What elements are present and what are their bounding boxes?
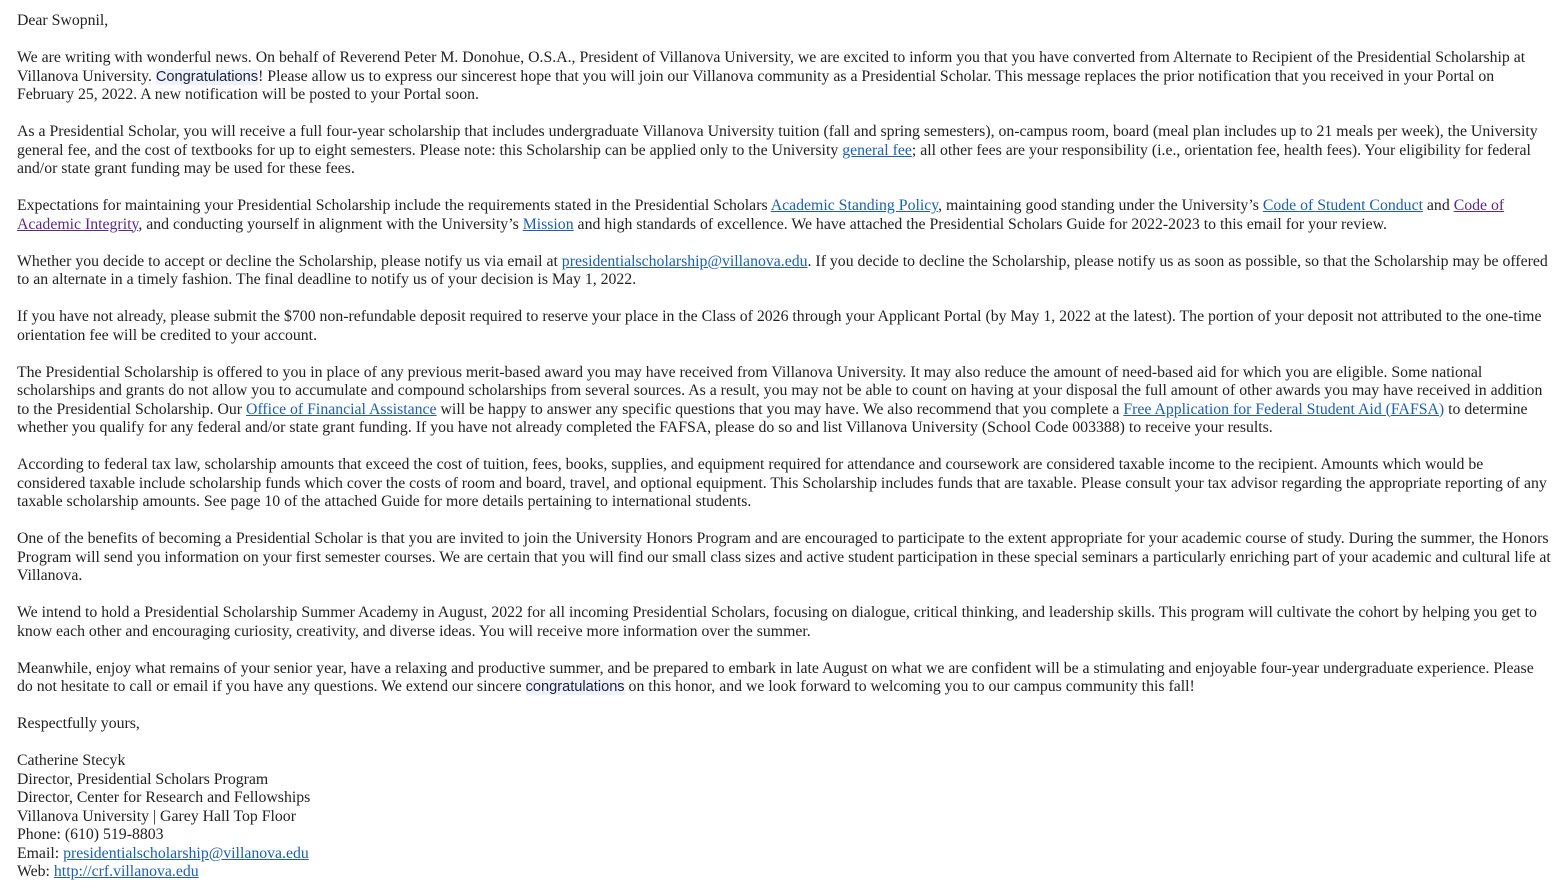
signature-title: Director, Presidential Scholars Program bbox=[17, 770, 269, 788]
signature-phone: Phone: (610) 519-8803 bbox=[17, 826, 164, 843]
paragraph-expectations: Expectations for maintaining your Presidential Scholarship include the requirements stated in the Presidential Scholars Academic Standing Policy, maintaining good standing under the University’s Code of Student Conduct and Code of Academic Integrity, and conducting yourself in alignment with the University’s Mission and high standards of excellence. We have attached the Presidential Scholars Guide for 2022-2023 to this email for your review. bbox=[17, 197, 1505, 233]
mission-link[interactable]: Mission bbox=[522, 215, 574, 233]
fafsa-link[interactable]: Free Application for Federal Student Aid (FAFSA) bbox=[1123, 400, 1445, 418]
paragraph-financial-aid: The Presidential Scholarship is offered to you in place of any previous merit-based award you may have received from Villanova University. It may also reduce the amount of need-based aid for which you are eligible. Some national scholarships and grants do not allow you to accumulate and compound scholarships from several sources. As a result, you may not be able to count on having at your disposal the full amount of other awards you may have received in addition to the Presidential Scholarship. Our Office of Financial Assistance will be happy to answer any specific questions that you may have. We also recommend that you complete a Free Application for Federal Student Aid (FAFSA) to determine whether you qualify for any federal and/or state grant funding. If you have not already completed the FAFSA, please do so and list Villanova University (School Code 003388) to receive your results. bbox=[17, 363, 1543, 436]
signature-location: Villanova University | Garey Hall Top Floor bbox=[17, 807, 296, 825]
academic-standing-policy-link[interactable]: Academic Standing Policy bbox=[770, 197, 939, 214]
paragraph-scholarship-details: As a Presidential Scholar, you will receive a full four-year scholarship that includes undergraduate Villanova University tuition (fall and spring semesters), on-campus room, board (meal plan includes up to 21 meals per week), the University general fee, and the cost of textbooks for up to eight semesters. Please note: this Scholarship can be applied only to the University general fee; all other fees are your responsibility (i.e., orientation fee, health fees). Your eligibility for federal and/or state grant funding may be used for these fees. bbox=[17, 123, 1538, 177]
general-fee-link[interactable]: general fee bbox=[842, 141, 912, 159]
signature-block bbox=[17, 752, 1551, 882]
congratulations-highlight: Congratulations bbox=[155, 68, 259, 85]
signature-email-line: Email: presidentialscholarship@villanova.edu bbox=[17, 844, 309, 862]
scholarship-email-link[interactable]: presidentialscholarship@villanova.edu bbox=[561, 252, 808, 270]
paragraph-closing: Meanwhile, enjoy what remains of your senior year, have a relaxing and productive summer, and be prepared to embark in late August on what we are confident will be a stimulating and enjoyable four-year undergraduate experience. Please do not hesitate to call or email if you have any questions. We extend our sincere congratulations on this honor, and we look forward to welcoming you to our campus community this fall! bbox=[17, 659, 1534, 695]
closing-salutation: Respectfully yours, bbox=[17, 715, 140, 732]
code-of-student-conduct-link[interactable]: Code of Student Conduct bbox=[1262, 197, 1423, 214]
paragraph-deposit: If you have not already, please submit the $700 non-refundable deposit required to reserve your place in the Class of 2026 through your Applicant Portal (by May 1, 2022 at the latest). The portion of your deposit not attributed to the one-time orientation fee will be credited to your account. bbox=[17, 308, 1542, 344]
paragraph-honors-program: One of the benefits of becoming a Presidential Scholar is that you are invited to join the University Honors Program and are encouraged to participate to the extent appropriate for your academic course of study. During the summer, the Honors Program will send you information on your first semester courses. We are certain that you will find our small class sizes and active student participation in these special seminars a particularly enriching part of your academic and cultural life at Villanova. bbox=[17, 530, 1551, 584]
paragraph-summer-academy: We intend to hold a Presidential Scholarship Summer Academy in August, 2022 for all incoming Presidential Scholars, focusing on dialogue, critical thinking, and leadership skills. This program will cultivate the cohort by helping you get to know each other and encouraging curiosity, creativity, and diverse ideas. You will receive more information over the summer. bbox=[17, 604, 1537, 640]
office-of-financial-assistance-link[interactable]: Office of Financial Assistance bbox=[246, 400, 437, 418]
signature-name: Catherine Stecyk bbox=[17, 752, 126, 769]
paragraph-notify: Whether you decide to accept or decline the Scholarship, please notify us via email at presidentialscholarship@villanova.edu. If you decide to decline the Scholarship, please notify us as soon as possible, so that the Scholarship may be offered to an alternate in a timely fashion. The final deadline to notify us of your decision is May 1, 2022. bbox=[17, 252, 1548, 288]
congratulations-highlight: congratulations bbox=[525, 679, 625, 695]
signature-title: Director, Center for Research and Fellowships bbox=[17, 789, 311, 806]
signature-email-link[interactable]: presidentialscholarship@villanova.edu bbox=[63, 844, 309, 862]
paragraph-tax: According to federal tax law, scholarship amounts that exceed the cost of tuition, fees, books, supplies, and equipment required for attendance and coursework are considered taxable income to the recipient. Amounts which would be considered taxable include scholarship funds which cover the costs of room and board, travel, and optional equipment. This Scholarship includes funds that are taxable. Please consult your tax advisor regarding the appropriate reporting of any taxable scholarship amounts. See page 10 of the attached Guide for more details pertaining to international students. bbox=[17, 456, 1547, 510]
paragraph-notification: We are writing with wonderful news. On behalf of Reverend Peter M. Donohue, O.S.A., President of Villanova University, we are excited to inform you that you have converted from Alternate to Recipient of the Presidential Scholarship at Villanova University. Congratulations! Please allow us to express our sincerest hope that you will join our Villanova community as a Presidential Scholar. This message replaces the prior notification that you received in your Portal on February 25, 2022. A new notification will be posted to your Portal soon. bbox=[17, 49, 1526, 103]
signature-web-link[interactable]: http://crf.villanova.edu bbox=[53, 863, 199, 880]
greeting: Dear Swopnil, bbox=[17, 12, 109, 29]
code-of-academic-integrity-link[interactable]: Code of Academic Integrity bbox=[17, 197, 1505, 233]
signature-web-line: Web: http://crf.villanova.edu bbox=[17, 863, 199, 880]
